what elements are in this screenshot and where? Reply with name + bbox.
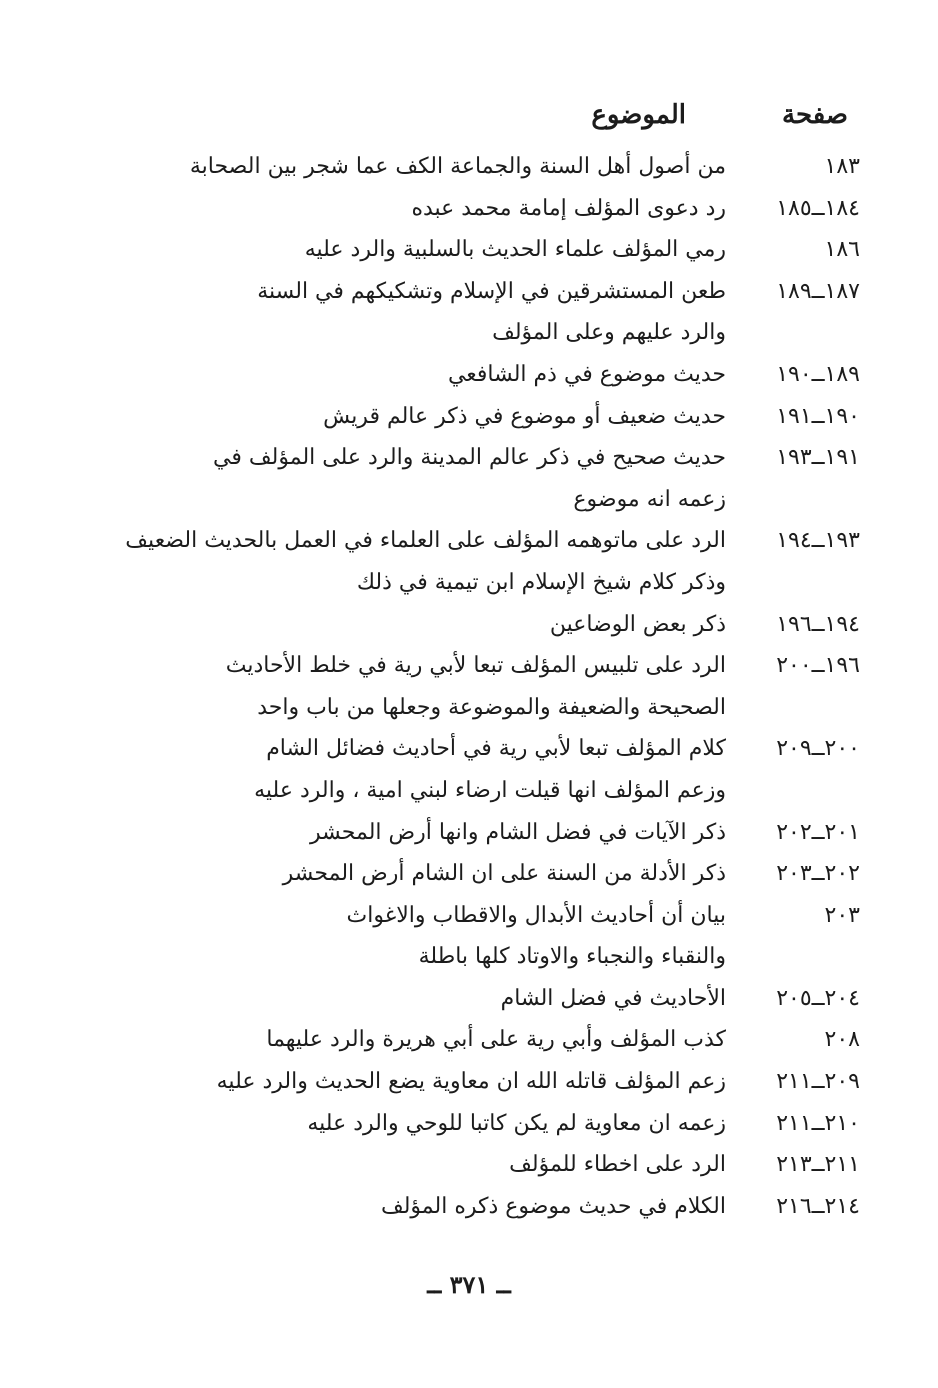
toc-entry-topic	[68, 812, 736, 854]
toc-entry-topic-line: وذكر كلام شيخ الإسلام ابن تيمية في ذلك	[356, 569, 726, 595]
toc-header	[0, 100, 938, 140]
toc-entry	[68, 437, 868, 520]
toc-entry	[68, 645, 868, 728]
toc-entry	[68, 146, 868, 188]
toc-entry	[68, 1061, 868, 1103]
toc-entry-topic-line: الرد على اخطاء للمؤلف	[509, 1152, 726, 1178]
toc-entry-page-range: ٢٠٢ــ٢٠٣	[776, 861, 860, 887]
page-column-heading: صفحة	[782, 100, 848, 130]
toc-entry-topic-line: رمي المؤلف علماء الحديث بالسلبية والرد عليه	[304, 237, 726, 263]
toc-entry	[68, 354, 868, 396]
topic-column-heading: الموضوع	[591, 100, 686, 130]
toc-entry-page-range: ٢٠٤ــ٢٠٥	[776, 985, 860, 1011]
toc-entry-topic-line: بيان أن أحاديث الأبدال والاقطاب والاغواث	[346, 902, 726, 928]
toc-entry-page-range: ٢٠١ــ٢٠٢	[776, 819, 860, 845]
toc-entry	[68, 812, 868, 854]
toc-entry-topic	[68, 604, 736, 646]
toc-entry-page-range: ١٨٦	[824, 237, 860, 263]
toc-entry-topic-line: ذكر الآيات في فضل الشام وانها أرض المحشر	[310, 819, 726, 845]
toc-entry-page-range: ١٩٦ــ٢٠٠	[776, 653, 860, 679]
toc-entry-topic-line: حديث صحيح في ذكر عالم المدينة والرد على المؤلف في	[213, 445, 726, 471]
toc-entry	[68, 188, 868, 230]
toc-entry-topic	[68, 354, 736, 396]
toc-entry-topic	[68, 1103, 736, 1145]
toc-entry-topic-line: من أصول أهل السنة والجماعة الكف عما شجر بين الصحابة	[189, 154, 726, 179]
toc-entry	[68, 1103, 868, 1145]
toc-entry-page-range: ١٩١ــ١٩٣	[776, 445, 860, 471]
toc-entry	[68, 728, 868, 811]
toc-entry-topic-line: رد دعوى المؤلف إمامة محمد عبده	[411, 195, 726, 221]
toc-entry-topic-line: الرد على ماتوهمه المؤلف على العلماء في العمل بالحديث الضعيف	[125, 528, 726, 554]
toc-entry	[68, 895, 868, 978]
toc-entry	[68, 520, 868, 603]
toc-entry-topic	[68, 188, 736, 230]
toc-entry	[68, 1019, 868, 1061]
toc-entry	[68, 229, 868, 271]
toc-entry-page-range: ٢١١ــ٢١٣	[776, 1152, 860, 1178]
toc-entry-page-range: ٢١٤ــ٢١٦	[776, 1193, 860, 1219]
toc-entry-topic-line: حديث موضوع في ذم الشافعي	[447, 361, 726, 387]
toc-entry-page-range: ٢٠٨	[824, 1027, 860, 1053]
toc-entry-topic-line: كلام المؤلف تبعا لأبي رية في أحاديث فضائل الشام	[266, 736, 726, 762]
toc-entry	[68, 1186, 868, 1228]
toc-entry	[68, 853, 868, 895]
toc-entry-topic	[68, 1144, 736, 1186]
page-number: ــ ٣٧١ ــ	[427, 1270, 511, 1299]
toc-entry-topic-line: ذكر الأدلة من السنة على ان الشام أرض المحشر	[282, 861, 726, 887]
toc-entry-topic	[68, 1019, 736, 1061]
toc-entry-page-range: ٢٠٠ــ٢٠٩	[776, 736, 860, 762]
toc-entry	[68, 1144, 868, 1186]
toc-entry-topic-line: زعم المؤلف قاتله الله ان معاوية يضع الحديث والرد عليه	[216, 1069, 726, 1095]
toc-entry-topic	[68, 1061, 736, 1103]
toc-entry-page-range: ١٨٤ــ١٨٥	[776, 195, 860, 221]
toc-entry-page-range: ١٩٣ــ١٩٤	[776, 528, 860, 554]
toc-entry-topic-line: الصحيحة والضعيفة والموضوعة وجعلها من باب واحد	[257, 694, 726, 720]
toc-entry-topic-line: والرد عليهم وعلى المؤلف	[492, 320, 726, 346]
toc-entry-page-range: ٢٠٣	[824, 902, 860, 928]
toc-entry-topic-line: حديث ضعيف أو موضوع في ذكر عالم قريش	[323, 403, 726, 429]
toc-entry-page-range: ١٨٣	[824, 154, 860, 179]
toc-entry-topic-line: وزعم المؤلف انها قيلت ارضاء لبني امية ، والرد عليه	[254, 777, 726, 803]
toc-entry	[68, 604, 868, 646]
toc-entry-page-range: ١٩٠ــ١٩١	[776, 403, 860, 429]
toc-entry-topic	[68, 1186, 736, 1228]
toc-entry-topic-line: والنقباء والنجباء والاوتاد كلها باطلة	[418, 944, 726, 970]
toc-entry-topic-line: الرد على تلبيس المؤلف تبعا لأبي رية في خلط الأحاديث	[225, 653, 726, 679]
toc-entry-topic	[68, 271, 736, 354]
toc-entry-topic	[68, 728, 736, 811]
toc-entry-topic-line: الأحاديث في فضل الشام	[500, 985, 726, 1011]
toc-entry-topic	[68, 645, 736, 728]
toc-entry-topic-line: طعن المستشرقين في الإسلام وتشكيكهم في السنة	[257, 278, 726, 304]
toc-entry-topic-line: زعمه انه موضوع	[573, 486, 726, 512]
toc-entry-topic	[68, 978, 736, 1020]
toc-entry-page-range: ٢٠٩ــ٢١١	[776, 1069, 860, 1095]
toc-entry	[68, 396, 868, 438]
toc-entry	[68, 978, 868, 1020]
toc-entry-topic-line: كذب المؤلف وأبي رية على أبي هريرة والرد عليهما	[266, 1027, 726, 1053]
toc-entry-topic-line: الكلام في حديث موضوع ذكره المؤلف	[380, 1193, 726, 1219]
toc-entry-topic	[68, 437, 736, 520]
toc-entry-topic	[68, 520, 736, 603]
toc-entry	[68, 271, 868, 354]
toc-entry-topic	[68, 229, 736, 271]
toc-entry-page-range: ١٨٧ــ١٨٩	[776, 278, 860, 304]
toc-entry-topic-line: زعمه ان معاوية لم يكن كاتبا للوحي والرد عليه	[307, 1110, 726, 1136]
toc-entry-topic	[68, 895, 736, 978]
toc-entry-page-range: ٢١٠ــ٢١١	[776, 1110, 860, 1136]
toc-entry-page-range: ١٨٩ــ١٩٠	[776, 361, 860, 387]
toc-entry-topic	[68, 853, 736, 895]
toc-entry-topic	[68, 396, 736, 438]
toc-entry-topic-line: ذكر بعض الوضاعين	[549, 611, 726, 637]
toc-entry-page-range: ١٩٤ــ١٩٦	[776, 611, 860, 637]
table-of-contents	[68, 146, 868, 1227]
toc-entry-topic	[68, 146, 736, 188]
